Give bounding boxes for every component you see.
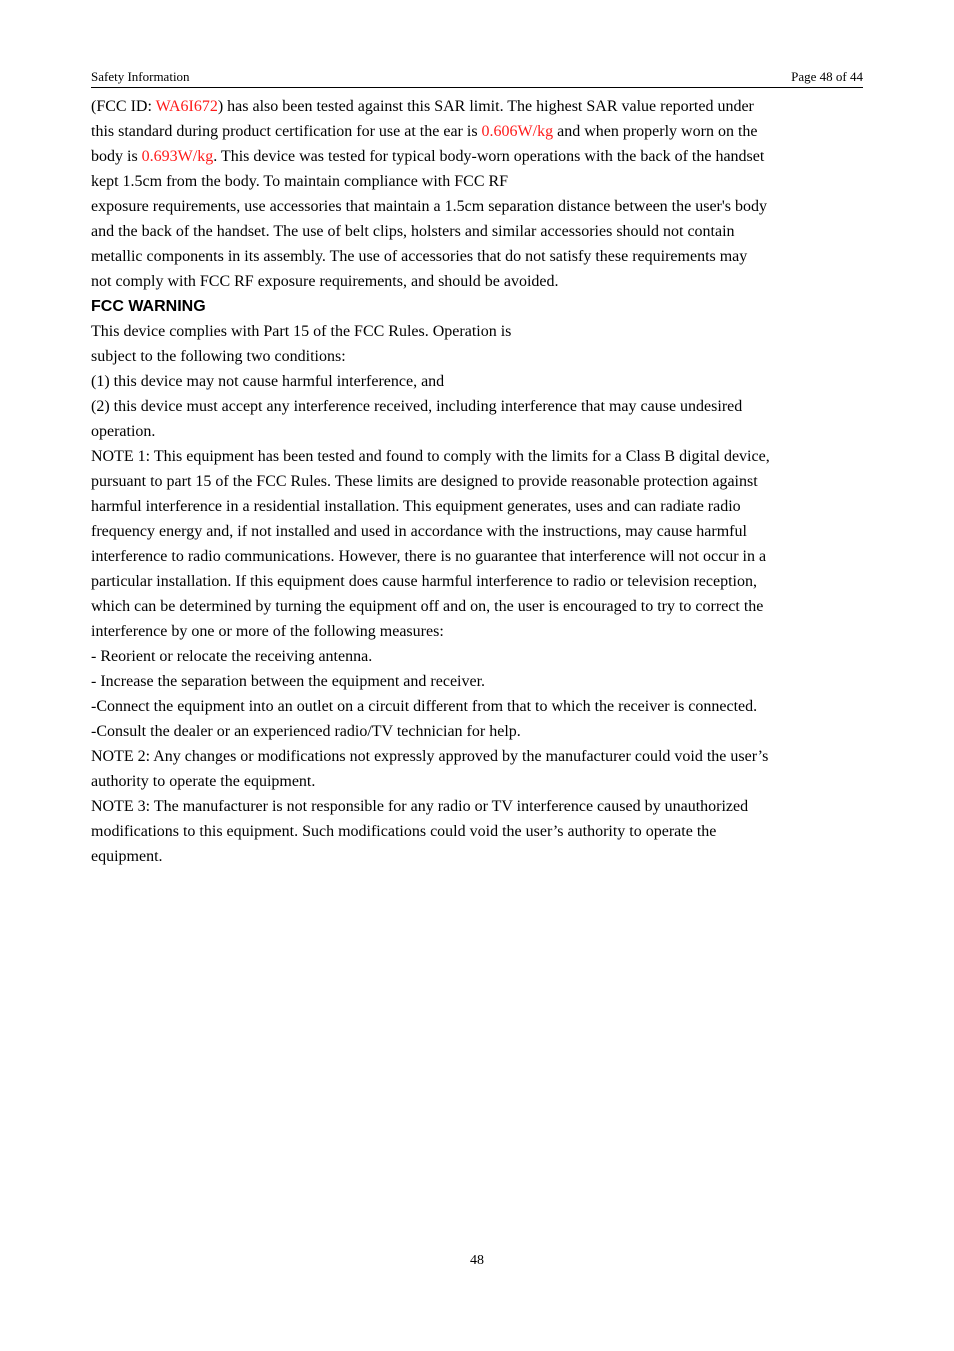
fcc-measure-consult: -Consult the dealer or an experienced radio/TV technician for help.	[91, 723, 521, 740]
fcc-note-2: NOTE 2: Any changes or modifications not expressly approved by the manufacturer could void the user’s authority to operate the equipment.	[91, 748, 769, 790]
sar-body-value: 0.693W/kg	[141, 148, 214, 165]
fcc-id-value: WA6I672	[155, 98, 218, 115]
document-body	[91, 94, 771, 869]
fcc-note-1: NOTE 1: This equipment has been tested and found to comply with the limits for a Class B digital device, pursuant to part 15 of the FCC Rules. These limits are designed to provide reasonable protection against harmful interference in a residential installation. This equipment generates, uses and can radiate radio frequency energy and, if not installed and used in accordance with the instructions, may cause harmful interference to radio communications. However, there is no guarantee that interference will not occur in a particular installation. If this equipment does cause harmful interference to radio or television reception, which can be determined by turning the equipment off and on, the user is encouraged to try to correct the interference by one or more of the following measures:	[91, 448, 770, 640]
sar-text-4: . This device was tested for typical body-worn operations with the back of the handset kept 1.5cm from the body. To maintain compliance with FCC RF	[91, 148, 765, 190]
fcc-line-condition-2: (2) this device must accept any interference received, including interference that may cause undesired operation.	[91, 398, 743, 440]
page-header	[91, 67, 863, 88]
fcc-line-conditions: subject to the following two conditions:	[91, 348, 346, 365]
fcc-line-compliance: This device complies with Part 15 of the FCC Rules. Operation is	[91, 323, 512, 340]
header-section-title: Safety Information	[91, 69, 190, 84]
fcc-warning-heading: FCC WARNING	[91, 298, 206, 315]
sar-text-1: (FCC ID:	[91, 98, 156, 115]
sar-paragraph-continued: exposure requirements, use accessories that maintain a 1.5cm separation distance between the user's body and the back of the handset. The use of belt clips, holsters and similar accessories should not contain metallic components in its assembly. The use of accessories that do not satisfy these requirements may not comply with FCC RF exposure requirements, and should be avoided.	[91, 198, 767, 290]
sar-text-3: and when properly worn on the body is	[91, 123, 758, 165]
fcc-note-3: NOTE 3: The manufacturer is not responsible for any radio or TV interference caused by unauthorized modifications to this equipment. Such modifications could void the user’s authority to operate the equipment.	[91, 798, 749, 865]
sar-text-2: ) has also been tested against this SAR limit. The highest SAR value reported under this standard during product certification for use at the ear is	[91, 98, 754, 140]
fcc-measure-separation: - Increase the separation between the equipment and receiver.	[91, 673, 486, 690]
fcc-line-condition-1: (1) this device may not cause harmful interference, and	[91, 373, 445, 390]
sar-paragraph	[91, 94, 771, 194]
page-number: 48	[470, 1253, 484, 1268]
header-page-label: Page 48 of 44	[791, 69, 863, 84]
fcc-measure-reorient: - Reorient or relocate the receiving antenna.	[91, 648, 373, 665]
sar-ear-value: 0.606W/kg	[481, 123, 554, 140]
fcc-measure-outlet: -Connect the equipment into an outlet on a circuit different from that to which the receiver is connected.	[91, 698, 758, 715]
